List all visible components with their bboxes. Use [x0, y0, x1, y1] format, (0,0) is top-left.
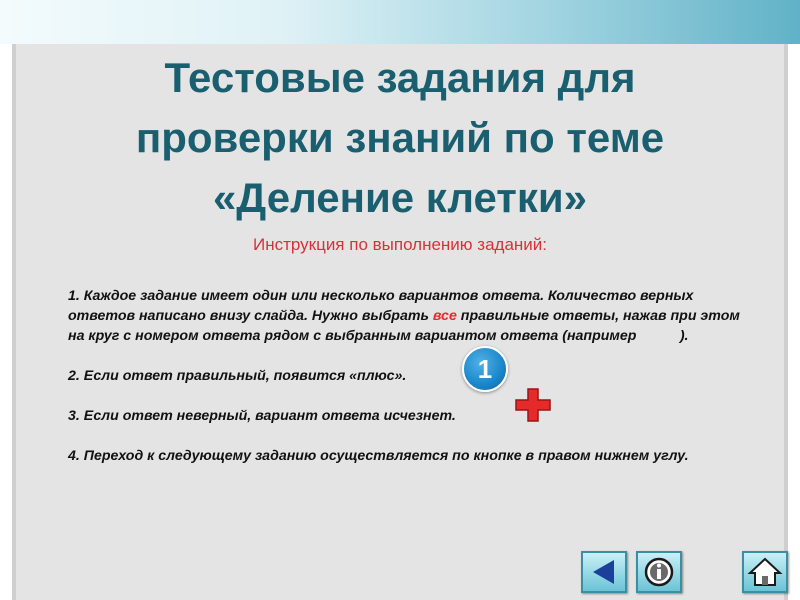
title-line-3: «Деление клетки» — [212, 174, 588, 221]
plus-icon — [515, 388, 551, 422]
instructions-heading: Инструкция по выполнению заданий: — [252, 235, 548, 254]
title-line-2: проверки знаний по теме — [135, 114, 665, 161]
slide-title — [40, 48, 760, 228]
info-button[interactable] — [636, 551, 682, 593]
instruction-2: 2. Если ответ правильный, появится «плюс». — [68, 368, 407, 384]
instruction-3: 3. Если ответ неверный, вариант ответа исчезнет. — [68, 408, 456, 424]
instruction-1-text-b: правильные ответы, нажав при этом на круг с номером ответа рядом с выбранным вариантом ответа (например — [68, 308, 740, 344]
instructions-text — [68, 286, 758, 486]
header-gradient-bar — [0, 0, 800, 44]
numbered-circle-icon[interactable]: 1 — [462, 346, 508, 392]
instruction-1-text-c: ). — [679, 328, 689, 344]
instruction-1-text-a: 1. Каждое задание имеет один или несколько вариантов ответа. Количество верных ответов написано внизу слайда. Нужно выбрать — [68, 288, 694, 324]
instruction-4: 4. Переход к следующему заданию осуществляется по кнопке в правом нижнем углу. — [68, 448, 689, 464]
back-button[interactable] — [581, 551, 627, 593]
home-icon — [744, 553, 786, 591]
instruction-1-highlight: все — [432, 308, 457, 324]
instruction-1 — [68, 286, 758, 346]
info-icon — [638, 553, 680, 591]
back-arrow-icon — [583, 553, 625, 591]
home-button[interactable] — [742, 551, 788, 593]
title-line-1: Тестовые задания для — [164, 54, 636, 101]
